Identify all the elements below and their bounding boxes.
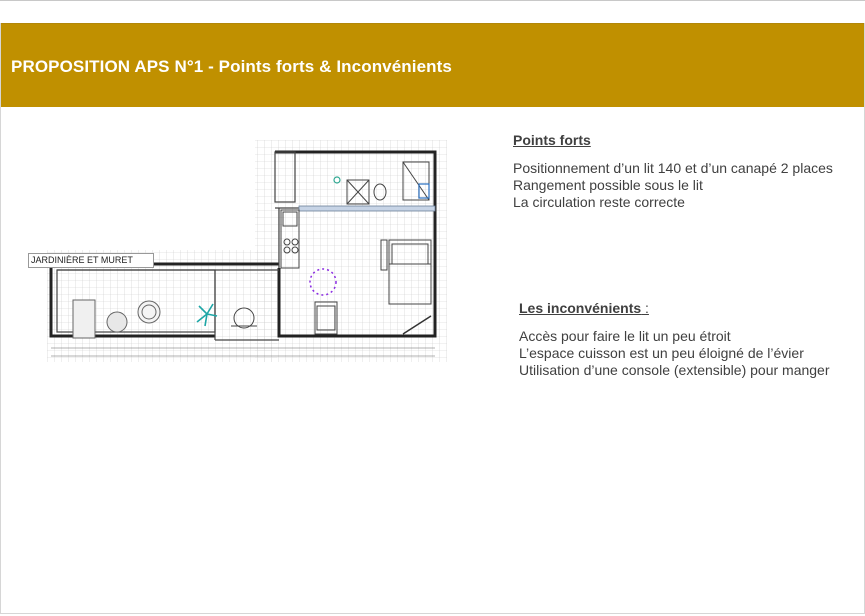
floor-plan bbox=[47, 140, 447, 362]
drawback-item: Accès pour faire le lit un peu étroit bbox=[519, 328, 731, 344]
drawback-item: Utilisation d’une console (extensible) pour manger bbox=[519, 362, 830, 378]
page-title: PROPOSITION APS N°1 - Points forts & Inconvénients bbox=[11, 57, 452, 76]
drawback-item: L’espace cuisson est un peu éloigné de l’évier bbox=[519, 345, 804, 361]
strengths-title: Points forts bbox=[513, 132, 591, 148]
drawbacks-title: Les inconvénients : bbox=[519, 300, 649, 316]
top-divider bbox=[0, 0, 865, 1]
strength-item: La circulation reste correcte bbox=[513, 194, 685, 210]
title-banner bbox=[1, 23, 864, 107]
plan-label: JARDINIÈRE ET MURET bbox=[28, 253, 154, 268]
strength-item: Rangement possible sous le lit bbox=[513, 177, 703, 193]
strength-item: Positionnement d’un lit 140 et d’un canapé 2 places bbox=[513, 160, 833, 176]
slide bbox=[0, 23, 865, 614]
